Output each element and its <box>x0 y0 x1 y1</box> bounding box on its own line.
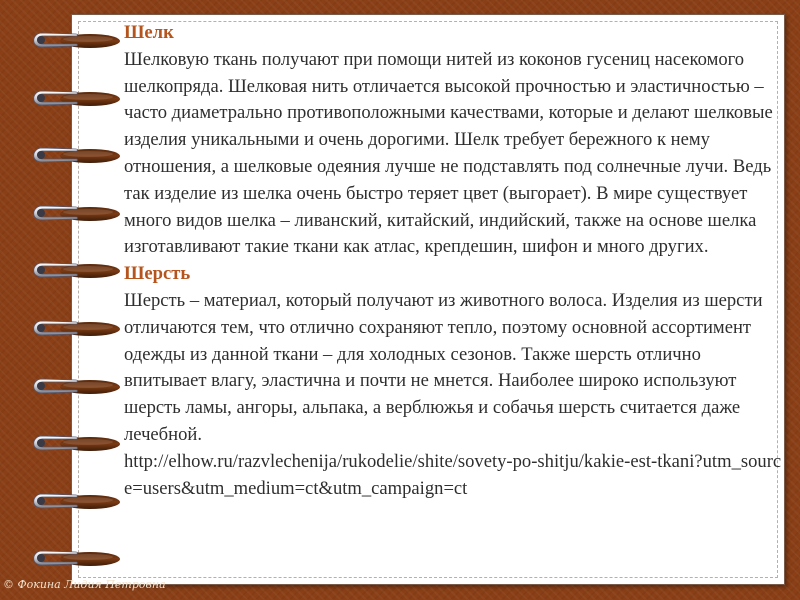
spiral-ring-icon <box>28 202 124 224</box>
silk-paragraph: Шелковую ткань получают при помощи нитей из коконов гусениц насекомого шелкопряда. Шелковая нить отличается высокой прочностью и эластичностью – часто диаметрально противоположными качествами, которые и делают шелковые изделия уникальными и очень дорогими. Шелк требует бережного к нему отношения, а шелковые одеяния лучше не подставлять под солнечные лучи. Ведь так изделие из шелка очень быстро теряет цвет (выгорает). В мире существует много видов шелка – ливанский, китайский, индийский, также на основе шелка изготавливают такие ткани как атлас, крепдешин, шифон и много других. <box>124 48 773 258</box>
spiral-ring-icon <box>28 432 124 454</box>
wool-heading: Шерсть <box>124 263 191 285</box>
spiral-ring-icon <box>28 547 124 569</box>
spiral-ring-icon <box>28 87 124 109</box>
spiral-ring-icon <box>28 29 124 51</box>
slide-content <box>124 20 786 502</box>
silk-heading: Шелк <box>124 22 174 43</box>
spiral-ring-icon <box>28 375 124 397</box>
copyright-text: © Фокина Лидия Петровна <box>3 578 166 591</box>
spiral-ring-icon <box>28 144 124 166</box>
spiral-ring-icon <box>28 259 124 281</box>
spiral-ring-icon <box>28 317 124 339</box>
source-link[interactable]: http://elhow.ru/razvlechenija/rukodelie/shite/sovety-po-shitju/kakie-est-tkani?utm_source=users&utm_medium=ct&utm_campaign=ct <box>124 450 782 499</box>
spiral-ring-icon <box>28 490 124 512</box>
wool-paragraph: Шерсть – материал, который получают из животного волоса. Изделия из шерсти отличаются тем, что отлично сохраняют тепло, поэтому основной ассортимент одежды из данной ткани – для холодных сезонов. Также шерсть отлично впитывает влагу, эластична и почти не мнется. Наиболее широко используют шерсть ламы, ангоры, альпака, а верблюжья и собачья шерсть считается даже лечебной. <box>124 289 763 445</box>
